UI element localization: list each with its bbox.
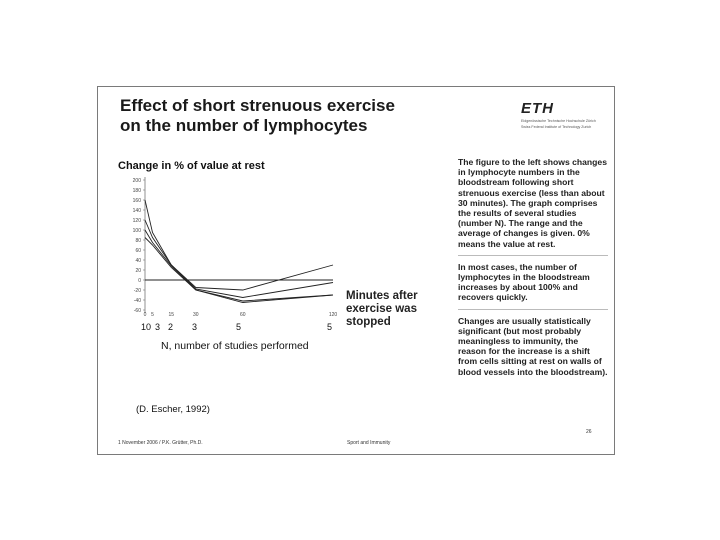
y-tick-label: 200 bbox=[132, 178, 141, 184]
y-tick-label: 40 bbox=[135, 258, 141, 264]
x-tick-label: 120 bbox=[328, 312, 338, 318]
x-tick-label: 60 bbox=[239, 312, 246, 318]
y-tick-label: 140 bbox=[132, 208, 141, 214]
logo-subtitle-2: Swiss Federal Institute of Technology Zurich bbox=[521, 125, 592, 130]
y-tick-label: 180 bbox=[132, 188, 141, 194]
x-tick-label: 15 bbox=[168, 312, 175, 318]
slide-title-line2: on the number of lymphocytes bbox=[120, 116, 368, 135]
footer-topic: Sport and Immunity bbox=[347, 440, 391, 446]
y-tick-label: -20 bbox=[133, 288, 141, 294]
y-tick-label: 160 bbox=[132, 198, 141, 204]
explanation-paragraph-3: Changes are usually statistically significant (but most probably meaningless to immunity, the reason for the increase is a shift from cells sitting at rest on walls of blood vessels into the bloodstream). bbox=[458, 315, 608, 377]
y-tick-label: 80 bbox=[135, 238, 141, 244]
footer-author: 1 November 2006 / P.K. Grütter, Ph.D. bbox=[118, 440, 203, 446]
page-number: 26 bbox=[586, 429, 592, 435]
divider bbox=[458, 309, 608, 310]
explanation-paragraph-1: The figure to the left shows changes in lymphocyte numbers in the bloodstream following short strenuous exercise (less than about 30 minutes). The graph comprises the results of several studies (number N). The range and the average of changes is given. 0% means the value at rest. bbox=[458, 157, 607, 249]
x-axis-title bbox=[346, 290, 436, 329]
y-tick-label: 120 bbox=[132, 218, 141, 224]
y-tick-label: -60 bbox=[133, 308, 141, 314]
series-line-1 bbox=[145, 200, 333, 290]
y-tick-label: 20 bbox=[135, 268, 141, 274]
n-studies-label: N, number of studies performed bbox=[161, 340, 309, 352]
x-axis-title-line3: stopped bbox=[346, 316, 391, 328]
divider bbox=[458, 255, 608, 256]
x-tick-label: 30 bbox=[192, 312, 199, 318]
n-studies-value: 3 bbox=[155, 322, 161, 332]
x-tick-label: 5 bbox=[151, 312, 154, 318]
n-studies-value: 3 bbox=[192, 322, 198, 332]
y-axis-title: Change in % of value at rest bbox=[118, 160, 265, 172]
x-tick-label: 0 bbox=[143, 312, 147, 318]
citation: (D. Escher, 1992) bbox=[136, 404, 210, 415]
n-studies-value: 2 bbox=[168, 322, 174, 332]
logo-text: ETH bbox=[521, 100, 554, 117]
logo-subtitle-1: Eidgenössische Technische Hochschule Zürich bbox=[521, 119, 596, 123]
slide-title-line1: Effect of short strenuous exercise bbox=[120, 96, 395, 115]
n-studies-value: 5 bbox=[327, 322, 333, 332]
series-line-3 bbox=[145, 230, 333, 301]
explanation-paragraph-2: In most cases, the number of lymphocytes in the bloodstream increases by about 100% and recovers quickly. bbox=[458, 261, 590, 303]
series-line-2 bbox=[145, 220, 333, 298]
n-studies-value: 5 bbox=[236, 322, 242, 332]
n-studies-value: 10 bbox=[141, 322, 152, 332]
x-axis-title-line1: Minutes after bbox=[346, 290, 418, 302]
x-axis-title-line2: exercise was bbox=[346, 303, 417, 315]
y-tick-label: 0 bbox=[138, 278, 141, 284]
y-tick-label: 100 bbox=[132, 228, 141, 234]
y-tick-label: 60 bbox=[135, 248, 141, 254]
explanation-column bbox=[458, 157, 608, 383]
series-line-4 bbox=[145, 238, 333, 303]
y-tick-label: -40 bbox=[133, 298, 141, 304]
